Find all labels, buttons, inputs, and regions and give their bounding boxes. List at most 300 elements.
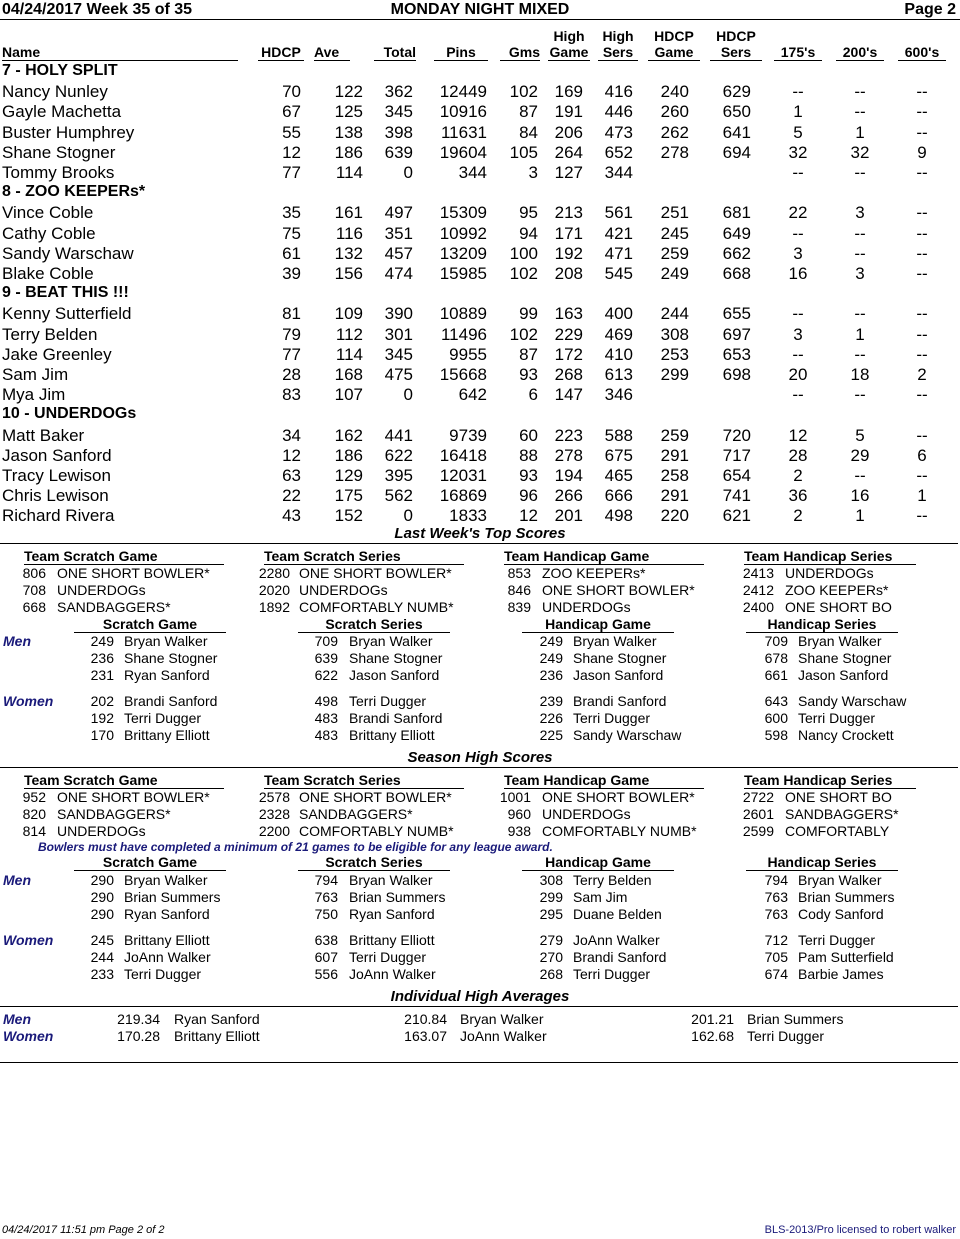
- women-label: Women: [3, 693, 54, 709]
- women-bowler-name: Sandy Warschaw: [573, 727, 682, 743]
- cell-gms: 93: [519, 466, 538, 485]
- cell-pins: 9955: [449, 344, 487, 364]
- men-average: 210.84: [404, 1011, 447, 1027]
- cell-hs: 344: [604, 163, 633, 182]
- col-high-game-top: High: [553, 28, 585, 44]
- bowler-name: Chris Lewison: [2, 486, 109, 506]
- cell-total: 475: [384, 365, 413, 384]
- cell-c175: 2: [793, 506, 803, 526]
- date-week: 04/24/2017 Week 35 of 35: [2, 1, 193, 18]
- bowler-row: [0, 304, 960, 324]
- team-heading-row: [0, 183, 960, 203]
- bowler-name: Shane Stogner: [2, 142, 116, 162]
- men-bowler-name: Ryan Sanford: [124, 906, 210, 922]
- bowler-name: Cathy Coble: [2, 223, 96, 243]
- cell-hs: 498: [604, 506, 633, 526]
- cell-pins: 16418: [439, 445, 487, 465]
- cell-c600: --: [916, 82, 928, 102]
- women-bowler-name: Terri Dugger: [747, 1028, 825, 1044]
- cell-hs: 400: [604, 304, 633, 324]
- team-score: 2200: [258, 823, 290, 839]
- team-score: 938: [507, 823, 531, 839]
- eligibility-note: Bowlers must have completed a minimum of 21 games to be eligible for any league award.: [38, 840, 553, 854]
- cell-hds: 654: [722, 466, 751, 485]
- cell-c600: --: [916, 203, 928, 223]
- team-name: SANDBAGGERS*: [299, 806, 413, 822]
- cell-hg: 229: [554, 324, 583, 344]
- men-bowler-name: Cody Sanford: [798, 906, 884, 922]
- team-score-header: Team Scratch Series: [264, 548, 464, 565]
- cell-hg: 147: [554, 385, 583, 405]
- team-name: ONE SHORT BOWLER*: [299, 789, 452, 805]
- bowler-name: Kenny Sutterfield: [2, 304, 132, 324]
- men-score: 249: [539, 650, 563, 666]
- women-bowler-name: Pam Sutterfield: [798, 949, 894, 965]
- women-score: 498: [314, 693, 338, 709]
- cell-pins: 13209: [439, 243, 487, 263]
- cell-c600: --: [916, 466, 928, 485]
- cell-c200: --: [854, 304, 866, 324]
- men-bowler-name: Bryan Walker: [798, 872, 882, 888]
- bowler-name: Nancy Nunley: [2, 82, 108, 102]
- bowler-row: [0, 325, 960, 345]
- cell-hg: 169: [554, 82, 583, 102]
- cell-total: 390: [384, 304, 413, 324]
- cell-pins: 642: [458, 385, 487, 405]
- team-name: COMFORTABLY NUMB*: [299, 599, 454, 615]
- cell-ave: 122: [334, 82, 363, 102]
- bowler-row: [0, 203, 960, 223]
- men-bowler-name: Terry Belden: [573, 872, 652, 888]
- cell-c600: --: [916, 102, 928, 122]
- men-score: 622: [314, 667, 338, 683]
- women-bowler-name: Terri Dugger: [124, 966, 202, 982]
- women-bowler-name: Brittany Elliott: [124, 727, 210, 743]
- men-score: 661: [764, 667, 788, 683]
- men-score: 249: [90, 633, 114, 649]
- team-score-header: Team Scratch Series: [264, 772, 464, 789]
- individual-score-header: Scratch Series: [298, 854, 450, 871]
- cell-hg: 171: [554, 223, 583, 243]
- men-average: 219.34: [117, 1011, 160, 1027]
- men-bowler-name: Jason Sanford: [573, 667, 664, 683]
- individual-score-header: Scratch Game: [74, 616, 226, 633]
- cell-hs: 588: [604, 425, 633, 445]
- men-average: 201.21: [691, 1011, 734, 1027]
- women-bowler-name: Terri Dugger: [124, 710, 202, 726]
- cell-ave: 152: [334, 506, 363, 526]
- cell-total: 345: [384, 102, 413, 122]
- cell-c175: 5: [793, 122, 803, 142]
- bowler-row: [0, 426, 960, 446]
- cell-pins: 11496: [440, 324, 487, 344]
- cell-ave: 125: [334, 102, 363, 122]
- men-bowler-name: Shane Stogner: [349, 650, 443, 666]
- cell-hds: 668: [722, 264, 751, 283]
- col-hdcp: HDCP: [258, 44, 304, 61]
- cell-c200: 3: [855, 203, 865, 223]
- cell-hdg: 308: [660, 324, 689, 344]
- team-score: 814: [22, 823, 46, 839]
- cell-hs: 561: [604, 203, 633, 223]
- men-label: Men: [3, 1011, 31, 1027]
- divider: [0, 1062, 958, 1063]
- bowler-name: Blake Coble: [2, 264, 94, 283]
- cell-hds: 650: [722, 102, 751, 122]
- cell-c600: --: [916, 344, 928, 364]
- cell-total: 301: [384, 324, 413, 344]
- bowler-row: [0, 486, 960, 506]
- cell-hdcp: 35: [282, 203, 301, 223]
- women-score: 202: [90, 693, 114, 709]
- women-score: 483: [314, 710, 338, 726]
- cell-c600: 2: [917, 365, 927, 384]
- col-hdcp-sers-top: HDCP: [716, 28, 756, 44]
- cell-hdcp: 77: [282, 344, 301, 364]
- cell-hds: 717: [722, 445, 751, 465]
- cell-ave: 186: [334, 445, 363, 465]
- col-hdcp-game: Game: [648, 44, 700, 61]
- men-score: 709: [764, 633, 788, 649]
- team-name: UNDERDOGs: [785, 565, 874, 581]
- cell-pins: 1833: [449, 506, 487, 526]
- bowler-name: Gayle Machetta: [2, 102, 122, 122]
- cell-hs: 613: [604, 365, 633, 384]
- bowler-row: [0, 244, 960, 264]
- cell-hdcp: 67: [282, 102, 301, 122]
- men-bowler-name: Bryan Walker: [124, 872, 208, 888]
- men-score: 763: [764, 889, 788, 905]
- men-bowler-name: Brian Summers: [798, 889, 895, 905]
- bowler-name: Matt Baker: [2, 425, 85, 445]
- cell-c200: 18: [850, 365, 870, 384]
- cell-c175: 32: [788, 142, 808, 162]
- bowler-row: [0, 264, 960, 284]
- team-name: ONE SHORT BOWLER*: [542, 582, 695, 598]
- women-score: 712: [764, 932, 788, 948]
- cell-hdg: 259: [660, 243, 689, 263]
- cell-gms: 100: [509, 243, 538, 263]
- men-bowler-name: Brian Summers: [349, 889, 446, 905]
- cell-c175: 16: [788, 264, 808, 283]
- col-hdcp-sers: Sers: [710, 44, 762, 61]
- individual-score-header: Scratch Game: [74, 854, 226, 871]
- cell-c175: 36: [788, 486, 808, 506]
- col-name: Name: [2, 44, 238, 61]
- individual-score-header: Handicap Series: [746, 616, 898, 633]
- cell-c600: --: [916, 163, 928, 182]
- bowler-name: Jason Sanford: [2, 445, 112, 465]
- cell-ave: 168: [334, 365, 363, 384]
- cell-total: 441: [384, 425, 413, 445]
- cell-c175: 20: [788, 365, 808, 384]
- women-bowler-name: Brittany Elliott: [349, 932, 435, 948]
- cell-ave: 116: [335, 223, 363, 243]
- cell-c200: --: [854, 344, 866, 364]
- team-name: 8 - ZOO KEEPERs*: [2, 183, 146, 201]
- team-name: UNDERDOGs: [542, 599, 631, 615]
- cell-gms: 96: [519, 486, 538, 506]
- cell-hg: 278: [554, 445, 583, 465]
- cell-gms: 105: [509, 142, 538, 162]
- col-pins: Pins: [434, 44, 488, 61]
- men-score: 639: [314, 650, 338, 666]
- cell-ave: 175: [334, 486, 363, 506]
- women-score: 279: [539, 932, 563, 948]
- cell-hdcp: 12: [282, 445, 301, 465]
- men-bowler-name: Jason Sanford: [798, 667, 889, 683]
- team-score-header: Team Handicap Series: [744, 772, 916, 789]
- team-name: UNDERDOGs: [57, 823, 146, 839]
- cell-ave: 112: [335, 324, 363, 344]
- cell-ave: 156: [334, 264, 363, 283]
- team-score: 1001: [499, 789, 531, 805]
- individual-score-header: Handicap Game: [522, 854, 674, 871]
- cell-total: 0: [403, 506, 413, 526]
- women-score: 674: [764, 966, 788, 982]
- cell-hdg: 291: [660, 445, 689, 465]
- women-bowler-name: Brandi Sanford: [124, 693, 218, 709]
- team-score: 668: [22, 599, 46, 615]
- cell-ave: 132: [334, 243, 363, 263]
- team-name: ONE SHORT BOWLER*: [542, 789, 695, 805]
- cell-hs: 652: [604, 142, 633, 162]
- cell-hds: 697: [722, 324, 751, 344]
- men-bowler-name: Bryan Walker: [349, 633, 433, 649]
- men-score: 308: [539, 872, 563, 888]
- cell-hdg: 245: [660, 223, 689, 243]
- cell-hds: 681: [722, 203, 751, 223]
- cell-gms: 102: [509, 264, 538, 283]
- cell-hdcp: 12: [282, 142, 301, 162]
- team-name: ZOO KEEPERs*: [785, 582, 889, 598]
- women-bowler-name: Brittany Elliott: [349, 727, 435, 743]
- team-score: 960: [507, 806, 531, 822]
- men-bowler-name: Bryan Walker: [573, 633, 657, 649]
- men-score: 794: [764, 872, 788, 888]
- cell-hg: 191: [554, 102, 583, 122]
- women-score: 600: [764, 710, 788, 726]
- cell-ave: 114: [335, 344, 363, 364]
- women-bowler-name: Sandy Warschaw: [798, 693, 907, 709]
- cell-pins: 10992: [439, 223, 487, 243]
- team-name: COMFORTABLY NUMB*: [299, 823, 454, 839]
- col-high-sers: Sers: [598, 44, 638, 61]
- cell-hdcp: 61: [282, 243, 301, 263]
- cell-c175: 12: [788, 425, 808, 445]
- women-bowler-name: JoAnn Walker: [349, 966, 436, 982]
- cell-ave: 109: [334, 304, 363, 324]
- cell-hdcp: 43: [282, 506, 301, 526]
- cell-gms: 94: [519, 223, 538, 243]
- cell-total: 0: [403, 163, 413, 182]
- men-score: 709: [314, 633, 338, 649]
- team-heading-row: [0, 405, 960, 425]
- cell-ave: 162: [334, 425, 363, 445]
- women-label: Women: [3, 1028, 54, 1044]
- cell-hg: 266: [554, 486, 583, 506]
- team-name: ONE SHORT BOWLER*: [299, 565, 452, 581]
- cell-hds: 662: [722, 243, 751, 263]
- cell-c175: --: [792, 223, 804, 243]
- cell-c175: --: [792, 163, 804, 182]
- cell-c600: --: [916, 506, 928, 526]
- team-score: 2599: [742, 823, 774, 839]
- cell-gms: 102: [509, 324, 538, 344]
- cell-hds: 655: [722, 304, 751, 324]
- averages-title: Individual High Averages: [390, 988, 570, 1005]
- team-score-header: Team Handicap Game: [504, 548, 704, 565]
- cell-c200: 1: [855, 506, 865, 526]
- cell-gms: 84: [519, 122, 538, 142]
- cell-gms: 6: [528, 385, 538, 405]
- team-name: 7 - HOLY SPLIT: [2, 62, 118, 79]
- women-score: 705: [764, 949, 788, 965]
- footer-timestamp: 04/24/2017 11:51 pm Page 2 of 2: [2, 1224, 165, 1236]
- team-name: ONE SHORT BOWLER*: [57, 789, 210, 805]
- bowler-name: Terry Belden: [2, 324, 98, 344]
- team-score: 2328: [258, 806, 290, 822]
- women-bowler-name: Brandi Sanford: [573, 693, 667, 709]
- women-score: 192: [90, 710, 114, 726]
- men-score: 290: [90, 872, 114, 888]
- bowler-name: Mya Jim: [2, 385, 66, 405]
- team-name: UNDERDOGs: [299, 582, 388, 598]
- team-score: 2578: [258, 789, 290, 805]
- cell-hg: 172: [554, 344, 583, 364]
- team-score: 846: [507, 582, 531, 598]
- cell-total: 474: [384, 264, 413, 283]
- team-score-header: Team Handicap Series: [744, 548, 916, 565]
- men-score: 290: [90, 889, 114, 905]
- cell-hs: 446: [604, 102, 633, 122]
- cell-hs: 473: [604, 122, 633, 142]
- cell-hdg: 258: [660, 466, 689, 485]
- bowler-row: [0, 506, 960, 526]
- cell-total: 395: [384, 466, 413, 485]
- cell-total: 639: [384, 142, 413, 162]
- cell-total: 457: [384, 243, 413, 263]
- team-name: UNDERDOGs: [542, 806, 631, 822]
- bowler-name: Jake Greenley: [2, 344, 112, 364]
- cell-hdcp: 39: [282, 264, 301, 283]
- cell-pins: 11631: [440, 122, 487, 142]
- bowler-row: [0, 385, 960, 405]
- men-bowler-name: Brian Summers: [124, 889, 221, 905]
- col-high-sers-top: High: [602, 28, 634, 44]
- cell-c600: --: [916, 122, 928, 142]
- men-label: Men: [3, 872, 31, 888]
- men-score: 249: [539, 633, 563, 649]
- cell-c600: --: [916, 324, 928, 344]
- bowler-name: Vince Coble: [2, 203, 94, 223]
- cell-ave: 186: [334, 142, 363, 162]
- women-bowler-name: JoAnn Walker: [573, 932, 660, 948]
- cell-pins: 344: [458, 163, 487, 182]
- bowler-row: [0, 123, 960, 143]
- cell-gms: 99: [519, 304, 538, 324]
- men-score: 750: [314, 906, 338, 922]
- cell-hds: 653: [722, 344, 751, 364]
- cell-c200: 1: [855, 324, 865, 344]
- cell-hg: 264: [554, 142, 583, 162]
- team-name: 9 - BEAT THIS !!!: [2, 284, 129, 302]
- col-gms: Gms: [500, 44, 540, 61]
- cell-hdg: 220: [660, 506, 689, 526]
- report-title: MONDAY NIGHT MIXED: [390, 1, 570, 18]
- cell-hs: 421: [604, 223, 633, 243]
- bowler-row: [0, 365, 960, 385]
- cell-hdcp: 70: [282, 82, 301, 102]
- men-score: 678: [764, 650, 788, 666]
- cell-ave: 107: [334, 385, 363, 405]
- col-200s: 200's: [836, 44, 884, 61]
- cell-total: 351: [384, 223, 413, 243]
- cell-hdcp: 83: [282, 385, 301, 405]
- team-heading-row: [0, 284, 960, 304]
- cell-pins: 9739: [449, 425, 487, 445]
- men-bowler-name: Bryan Walker: [349, 872, 433, 888]
- cell-pins: 10889: [439, 304, 487, 324]
- men-score: 763: [764, 906, 788, 922]
- women-score: 643: [764, 693, 788, 709]
- cell-hdcp: 28: [282, 365, 301, 384]
- cell-total: 562: [384, 486, 413, 506]
- individual-score-header: Handicap Series: [746, 854, 898, 871]
- cell-c600: 1: [917, 486, 927, 506]
- cell-hg: 127: [554, 163, 583, 182]
- team-score-header: Team Handicap Game: [504, 772, 704, 789]
- men-bowler-name: Ryan Sanford: [124, 667, 210, 683]
- men-score: 236: [90, 650, 114, 666]
- cell-c600: 9: [917, 142, 927, 162]
- cell-hs: 416: [604, 82, 633, 102]
- women-average: 170.28: [117, 1028, 160, 1044]
- divider: [0, 767, 958, 768]
- women-score: 244: [90, 949, 114, 965]
- team-name: SANDBAGGERS*: [57, 599, 171, 615]
- men-bowler-name: Ryan Sanford: [349, 906, 435, 922]
- cell-hdcp: 81: [282, 304, 301, 324]
- women-bowler-name: Brandi Sanford: [349, 710, 443, 726]
- cell-hdcp: 75: [282, 223, 301, 243]
- women-bowler-name: Terri Dugger: [798, 932, 876, 948]
- team-name: COMFORTABLY: [785, 823, 890, 839]
- team-score: 853: [507, 565, 531, 581]
- women-bowler-name: Brandi Sanford: [573, 949, 667, 965]
- team-score: 820: [22, 806, 46, 822]
- cell-c175: 3: [793, 243, 803, 263]
- cell-pins: 19604: [439, 142, 487, 162]
- cell-hdg: 240: [660, 82, 689, 102]
- cell-hds: 698: [722, 365, 751, 384]
- col-total: Total: [374, 44, 416, 61]
- cell-hg: 194: [554, 466, 583, 485]
- cell-hs: 545: [604, 264, 633, 283]
- cell-pins: 12449: [439, 82, 487, 102]
- cell-gms: 88: [519, 445, 538, 465]
- cell-hdg: 244: [660, 304, 689, 324]
- cell-hds: 629: [722, 82, 751, 102]
- team-name: 10 - UNDERDOGs: [2, 405, 137, 423]
- individual-score-header: Scratch Series: [298, 616, 450, 633]
- cell-pins: 15668: [439, 365, 487, 384]
- team-score: 2400: [742, 599, 774, 615]
- men-score: 794: [314, 872, 338, 888]
- women-score: 607: [314, 949, 338, 965]
- women-bowler-name: Brittany Elliott: [124, 932, 210, 948]
- women-score: 268: [539, 966, 563, 982]
